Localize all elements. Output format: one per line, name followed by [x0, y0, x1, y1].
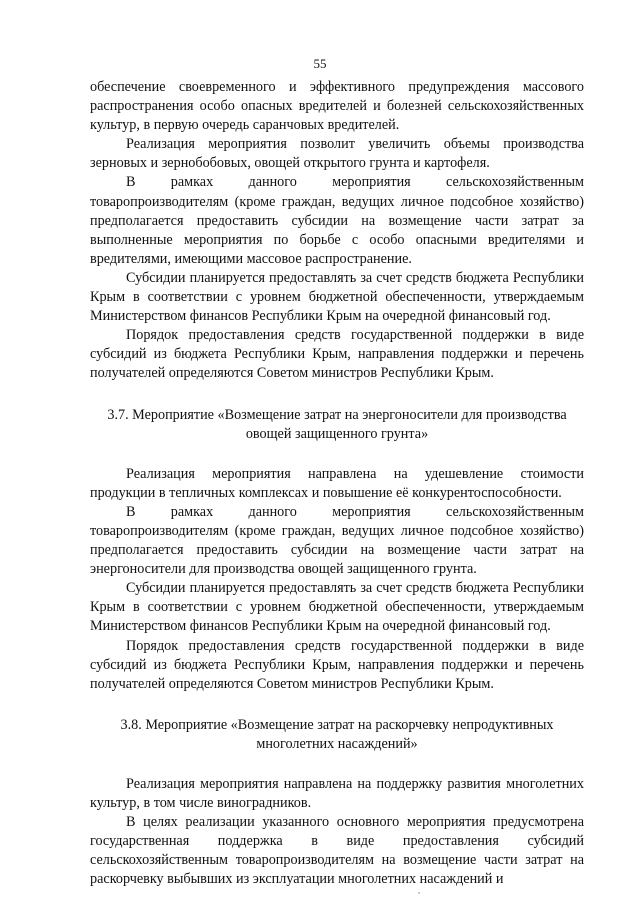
paragraph: Реализация мероприятия направлена на удешевление стоимости продукции в тепличных комплексах и повышение её конкурентоспособности. [90, 465, 584, 501]
paragraph: В рамках данного мероприятия сельскохозяйственным товаропроизводителям (кроме граждан, ведущих личное подсобное хозяйство) предполагается предоставить субсидии на возмещение части затрат на энергоносители для производства овощей защищенного грунта. [90, 503, 584, 578]
section-heading-line: овощей защищенного грунта» [245, 425, 429, 442]
paragraph: Субсидии планируется предоставлять за счет средств бюджета Республики Крым в соответствии с уровнем бюджетной обеспеченности, утверждаемым Министерством финансов Республики Крым на очередной финансовый год. [90, 580, 584, 635]
paragraph: В рамках данного мероприятия сельскохозяйственным товаропроизводителям (кроме граждан, ведущих личное подсобное хозяйство) предполагается предоставить субсидии на возмещение части затрат за выполненные мероприятия по борьбе с особо опасными вредителями и вредителями, имеющими массовое распространение. [90, 174, 584, 267]
section-heading-3-7 [90, 406, 584, 444]
paragraph: Субсидии планируется предоставлять за счет средств бюджета Республики Крым в соответствии с уровнем бюджетной обеспеченности, утверждаемым Министерством финансов Республики Крым на очередной финансовый год. [90, 269, 584, 325]
paragraph: Порядок предоставления средств государственной поддержки в виде субсидий из бюджета Республики Крым, направления поддержки и перечень получателей определяются Советом министров Республики Крым. [90, 637, 584, 692]
paragraph: Реализация мероприятия позволит увеличить объемы производства зерновых и зернобобовых, овощей открытого грунта и картофеля. [90, 136, 584, 172]
paragraph: Порядок предоставления средств государственной поддержки в виде субсидий из бюджета Республики Крым, направления поддержки и перечень получателей определяются Советом министров Республики Крым. [90, 327, 584, 382]
scan-speck [418, 892, 420, 894]
document-body [90, 78, 584, 890]
paragraph: В целях реализации указанного основного мероприятия предусмотрена государственная поддержка в виде предоставления субсидий сельскохозяйственным товаропроизводителям на возмещение части затрат на раскорчевку выбывших из эксплуатации многолетних насаждений и [90, 814, 584, 888]
page-number: 55 [313, 56, 327, 71]
section-heading-line: 3.7. Мероприятие «Возмещение затрат на энергоносители для производства [107, 406, 567, 423]
section-heading-line: 3.8. Мероприятие «Возмещение затрат на раскорчевку непродуктивных [120, 716, 554, 733]
paragraph-continuation: обеспечение своевременного и эффективного предупреждения массового распространения особо опасных вредителей и болезней сельскохозяйственных культур, в первую очередь саранчовых вредителей. [90, 79, 584, 134]
paragraph: Реализация мероприятия направлена на поддержку развития многолетних культур, в том числе виноградников. [90, 776, 584, 812]
section-heading-3-8 [90, 716, 584, 754]
section-heading-line: многолетних насаждений» [256, 735, 418, 752]
